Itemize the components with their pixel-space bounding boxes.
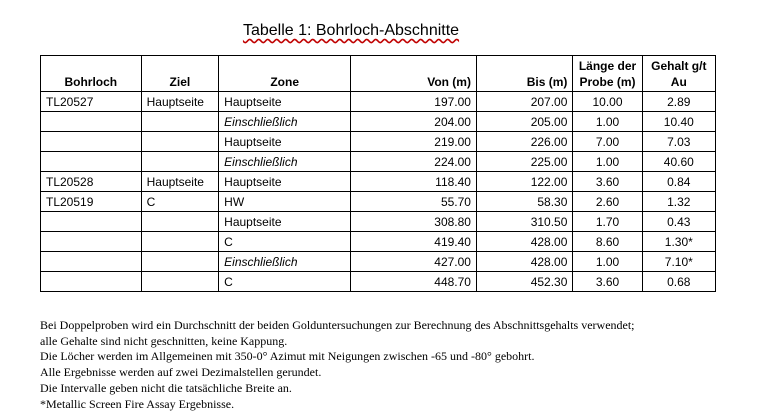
cell-laenge: 2.60 — [573, 192, 642, 212]
table-body — [41, 92, 716, 292]
cell-von: 118.40 — [351, 172, 477, 192]
table-row — [41, 252, 716, 272]
table-header-row — [41, 56, 716, 92]
header-laenge: Länge der Probe (m) — [573, 56, 642, 92]
cell-bis: 452.30 — [476, 272, 572, 292]
cell-von: 427.00 — [351, 252, 477, 272]
cell-laenge: 1.00 — [573, 112, 642, 132]
cell-ziel — [141, 272, 219, 292]
cell-zone: C — [219, 272, 351, 292]
cell-bis: 225.00 — [476, 152, 572, 172]
cell-von: 419.40 — [351, 232, 477, 252]
cell-bohrloch: TL20519 — [41, 192, 142, 212]
cell-von: 219.00 — [351, 132, 477, 152]
header-ziel: Ziel — [141, 56, 219, 92]
cell-bis: 428.00 — [476, 252, 572, 272]
cell-bohrloch: TL20528 — [41, 172, 142, 192]
table-title: Tabelle 1: Bohrloch-Abschnitte — [242, 22, 460, 39]
cell-bohrloch — [41, 112, 142, 132]
cell-zone: HW — [219, 192, 351, 212]
cell-zone: Einschließlich — [219, 152, 351, 172]
cell-zone: C — [219, 232, 351, 252]
cell-von: 55.70 — [351, 192, 477, 212]
footnote-line: alle Gehalte sind nicht geschnitten, keine Kappung. — [40, 333, 288, 348]
cell-zone: Hauptseite — [219, 92, 351, 112]
cell-gehalt: 10.40 — [642, 112, 715, 132]
cell-zone: Hauptseite — [219, 212, 351, 232]
cell-ziel: C — [141, 192, 219, 212]
table-row — [41, 112, 716, 132]
cell-gehalt: 0.68 — [642, 272, 715, 292]
cell-laenge: 3.60 — [573, 272, 642, 292]
cell-ziel: Hauptseite — [141, 92, 219, 112]
footnote-line: Alle Ergebnisse werden auf zwei Dezimalstellen gerundet. — [40, 365, 322, 380]
cell-gehalt: 1.32 — [642, 192, 715, 212]
cell-zone: Einschließlich — [219, 252, 351, 272]
cell-bis: 310.50 — [476, 212, 572, 232]
cell-gehalt: 40.60 — [642, 152, 715, 172]
header-bis: Bis (m) — [476, 56, 572, 92]
header-von: Von (m) — [351, 56, 477, 92]
cell-ziel — [141, 112, 219, 132]
cell-laenge: 10.00 — [573, 92, 642, 112]
cell-bis: 207.00 — [476, 92, 572, 112]
cell-zone: Hauptseite — [219, 172, 351, 192]
footnote-line: *Metallic Screen Fire Assay Ergebnisse. — [40, 396, 235, 411]
cell-bis: 205.00 — [476, 112, 572, 132]
cell-ziel — [141, 152, 219, 172]
table-row — [41, 272, 716, 292]
cell-von: 224.00 — [351, 152, 477, 172]
cell-laenge: 8.60 — [573, 232, 642, 252]
cell-ziel: Hauptseite — [141, 172, 219, 192]
drillhole-table — [40, 55, 716, 292]
cell-laenge: 7.00 — [573, 132, 642, 152]
cell-von: 197.00 — [351, 92, 477, 112]
footnotes — [40, 318, 740, 412]
cell-bohrloch — [41, 132, 142, 152]
table-row — [41, 232, 716, 252]
cell-gehalt: 2.89 — [642, 92, 715, 112]
cell-laenge: 1.00 — [573, 152, 642, 172]
cell-von: 448.70 — [351, 272, 477, 292]
cell-ziel — [141, 252, 219, 272]
cell-bis: 58.30 — [476, 192, 572, 212]
cell-ziel — [141, 132, 219, 152]
table-row — [41, 132, 716, 152]
cell-laenge: 1.70 — [573, 212, 642, 232]
cell-gehalt: 1.30* — [642, 232, 715, 252]
table-row — [41, 172, 716, 192]
header-gehalt: Gehalt g/t Au — [642, 56, 715, 92]
cell-bohrloch — [41, 152, 142, 172]
table-row — [41, 92, 716, 112]
cell-bohrloch — [41, 212, 142, 232]
header-zone: Zone — [219, 56, 351, 92]
cell-von: 308.80 — [351, 212, 477, 232]
footnote-line: Bei Doppelproben wird ein Durchschnitt der beiden Golduntersuchungen zur Berechnung des Abschnittsgehalts verwendet; — [40, 318, 635, 332]
cell-ziel — [141, 212, 219, 232]
cell-bohrloch — [41, 272, 142, 292]
cell-bis: 122.00 — [476, 172, 572, 192]
cell-bis: 428.00 — [476, 232, 572, 252]
cell-gehalt: 7.10* — [642, 252, 715, 272]
cell-laenge: 1.00 — [573, 252, 642, 272]
table-row — [41, 152, 716, 172]
cell-bohrloch — [41, 252, 142, 272]
cell-zone: Hauptseite — [219, 132, 351, 152]
cell-bohrloch — [41, 232, 142, 252]
footnote-line: Die Intervalle geben nicht die tatsächliche Breite an. — [40, 380, 292, 395]
cell-laenge: 3.60 — [573, 172, 642, 192]
cell-gehalt: 0.43 — [642, 212, 715, 232]
cell-gehalt: 0.84 — [642, 172, 715, 192]
table-row — [41, 212, 716, 232]
cell-ziel — [141, 232, 219, 252]
cell-bohrloch: TL20527 — [41, 92, 142, 112]
cell-gehalt: 7.03 — [642, 132, 715, 152]
cell-zone: Einschließlich — [219, 112, 351, 132]
table-row — [41, 192, 716, 212]
footnote-line: Die Löcher werden im Allgemeinen mit 350-0° Azimut mit Neigungen zwischen -65 und -80° gebohrt. — [40, 349, 535, 364]
cell-von: 204.00 — [351, 112, 477, 132]
header-bohrloch: Bohrloch — [41, 56, 142, 92]
cell-bis: 226.00 — [476, 132, 572, 152]
